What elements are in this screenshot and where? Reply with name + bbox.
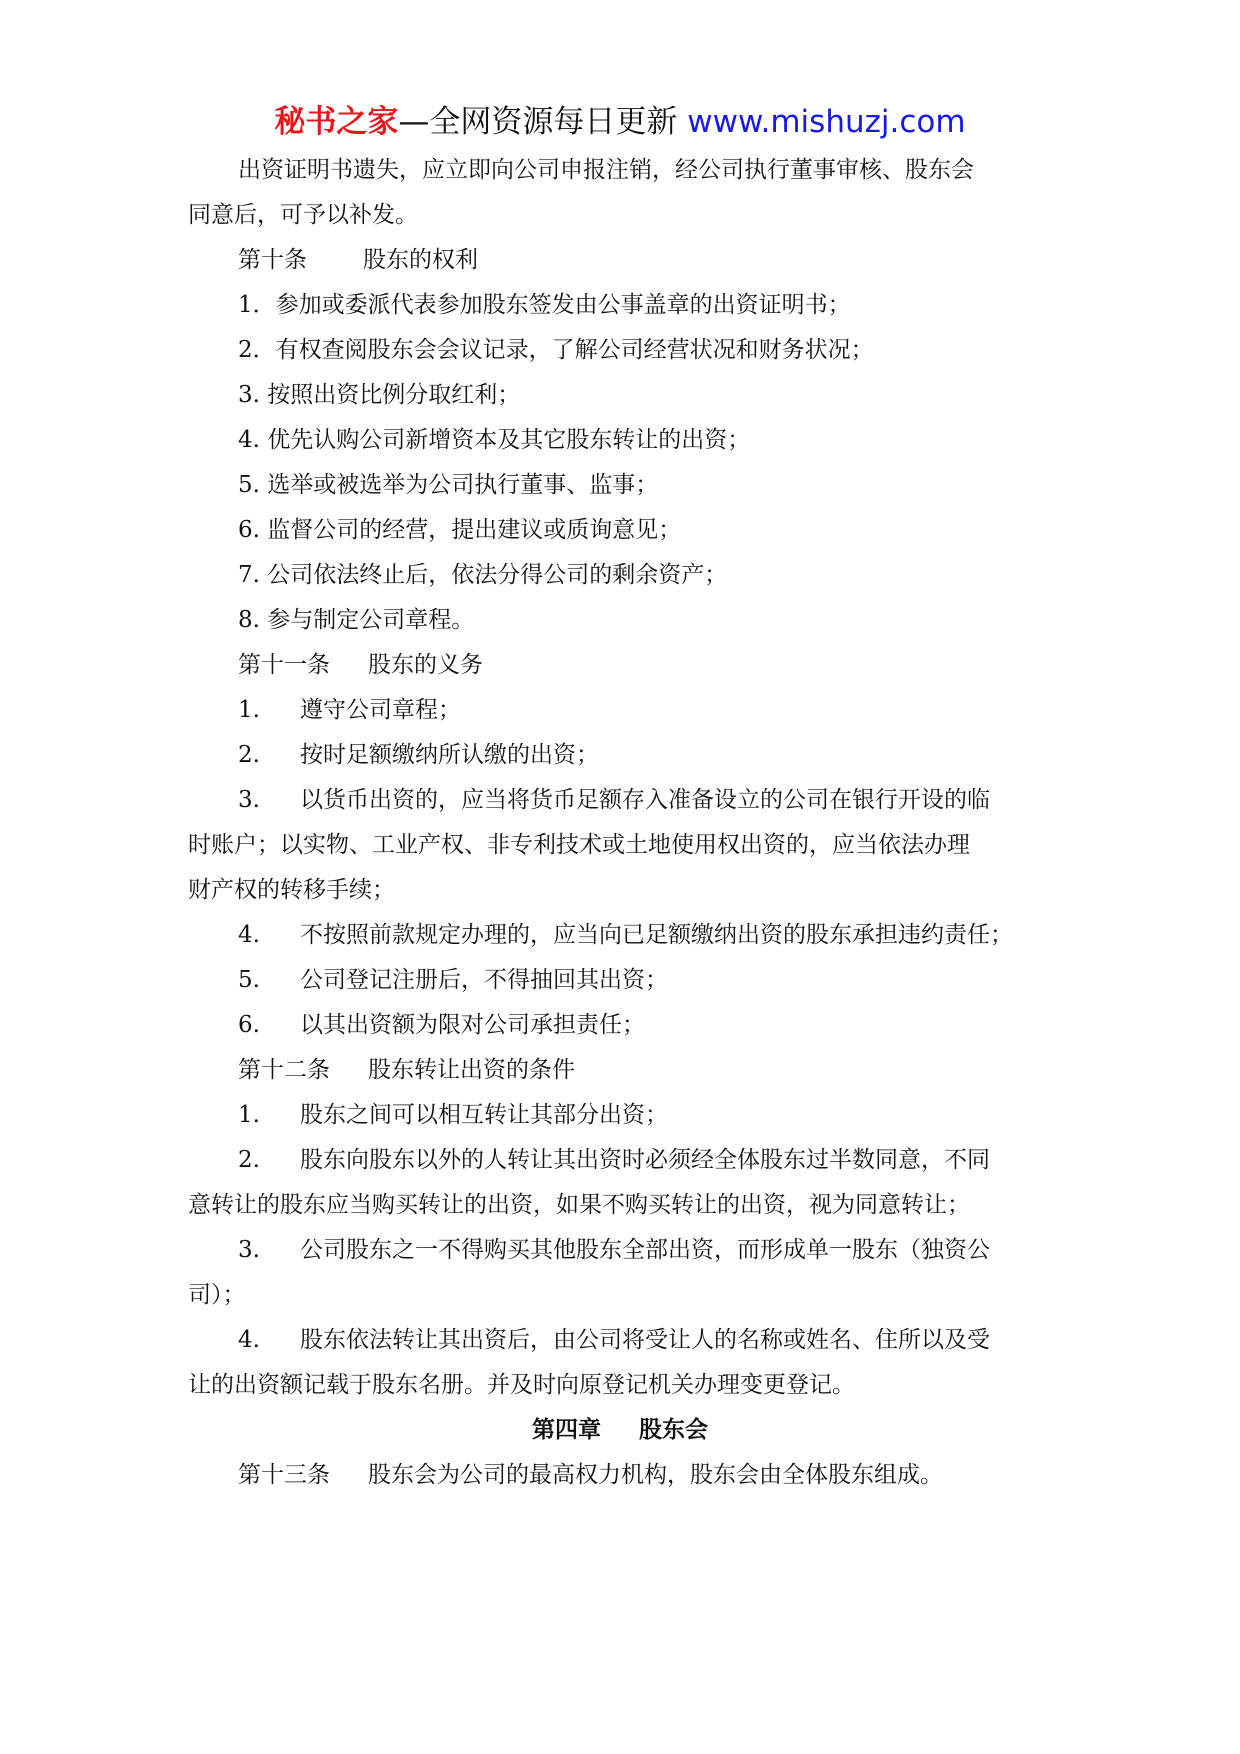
article-number: 第十二条 <box>238 1057 330 1083</box>
chapter-heading <box>0 1415 1240 1445</box>
list-item: 7. 公司依法终止后，依法分得公司的剩余资产； <box>238 562 728 588</box>
list-item: 4. 股东依法转让其出资后，由公司将受让人的名称或姓名、住所以及受 <box>238 1327 990 1353</box>
list-item: 3. 以货币出资的，应当将货币足额存入准备设立的公司在银行开设的临 <box>238 787 990 813</box>
paragraph-line: 财产权的转移手续； <box>188 877 395 903</box>
list-item: 3. 按照出资比例分取红利； <box>238 382 521 408</box>
list-item: 5. 选举或被选举为公司执行董事、监事； <box>238 472 659 498</box>
list-item: 2. 按时足额缴纳所认缴的出资； <box>238 742 599 768</box>
list-item: 1. 遵守公司章程； <box>238 697 461 723</box>
paragraph-line: 出资证明书遗失，应立即向公司申报注销，经公司执行董事审核、股东会 <box>238 157 974 183</box>
paragraph-line: 意转让的股东应当购买转让的出资，如果不购买转让的出资，视为同意转让； <box>188 1192 970 1218</box>
list-item: 2. 股东向股东以外的人转让其出资时必须经全体股东过半数同意，不同 <box>238 1147 990 1173</box>
brand-name: 秘书之家 <box>274 104 399 140</box>
paragraph-line: 让的出资额记载于股东名册。并及时向原登记机关办理变更登记。 <box>188 1372 855 1398</box>
article-text: 股东会为公司的最高权力机构，股东会由全体股东组成。 <box>368 1462 943 1488</box>
list-item: 2．有权查阅股东会会议记录，了解公司经营状况和财务状况； <box>238 337 874 363</box>
article-number: 第十一条 <box>238 652 330 678</box>
header-url-link[interactable]: www.mishuzj.com <box>687 104 966 140</box>
paragraph-line: 司）； <box>188 1282 246 1308</box>
list-item: 4. 不按照前款规定办理的，应当向已足额缴纳出资的股东承担违约责任； <box>238 922 1013 948</box>
list-item: 4. 优先认购公司新增资本及其它股东转让的出资； <box>238 427 751 453</box>
list-item: 5. 公司登记注册后，不得抽回其出资； <box>238 967 668 993</box>
page-header <box>0 100 1240 144</box>
article-12-heading <box>238 1055 575 1085</box>
paragraph-line: 时账户；以实物、工业产权、非专利技术或土地使用权出资的，应当依法办理 <box>188 832 970 858</box>
chapter-number: 第四章 <box>532 1417 601 1443</box>
list-item: 8. 参与制定公司章程。 <box>238 607 475 633</box>
chapter-title: 股东会 <box>639 1417 708 1443</box>
article-13-line <box>238 1460 943 1490</box>
list-item: 1. 股东之间可以相互转让其部分出资； <box>238 1102 668 1128</box>
article-title: 股东的权利 <box>363 247 478 273</box>
paragraph-line: 同意后，可予以补发。 <box>188 202 418 228</box>
list-item: 6. 监督公司的经营，提出建议或质询意见； <box>238 517 682 543</box>
list-item: 6. 以其出资额为限对公司承担责任； <box>238 1012 645 1038</box>
article-title: 股东转让出资的条件 <box>368 1057 575 1083</box>
article-number: 第十三条 <box>238 1462 330 1488</box>
article-10-heading <box>238 245 478 275</box>
list-item: 1．参加或委派代表参加股东签发由公事盖章的出资证明书； <box>238 292 851 318</box>
article-11-heading <box>238 650 483 680</box>
list-item: 3. 公司股东之一不得购买其他股东全部出资，而形成单一股东（独资公 <box>238 1237 990 1263</box>
article-title: 股东的义务 <box>368 652 483 678</box>
article-number: 第十条 <box>238 247 307 273</box>
header-slogan: —全网资源每日更新 <box>398 104 678 140</box>
